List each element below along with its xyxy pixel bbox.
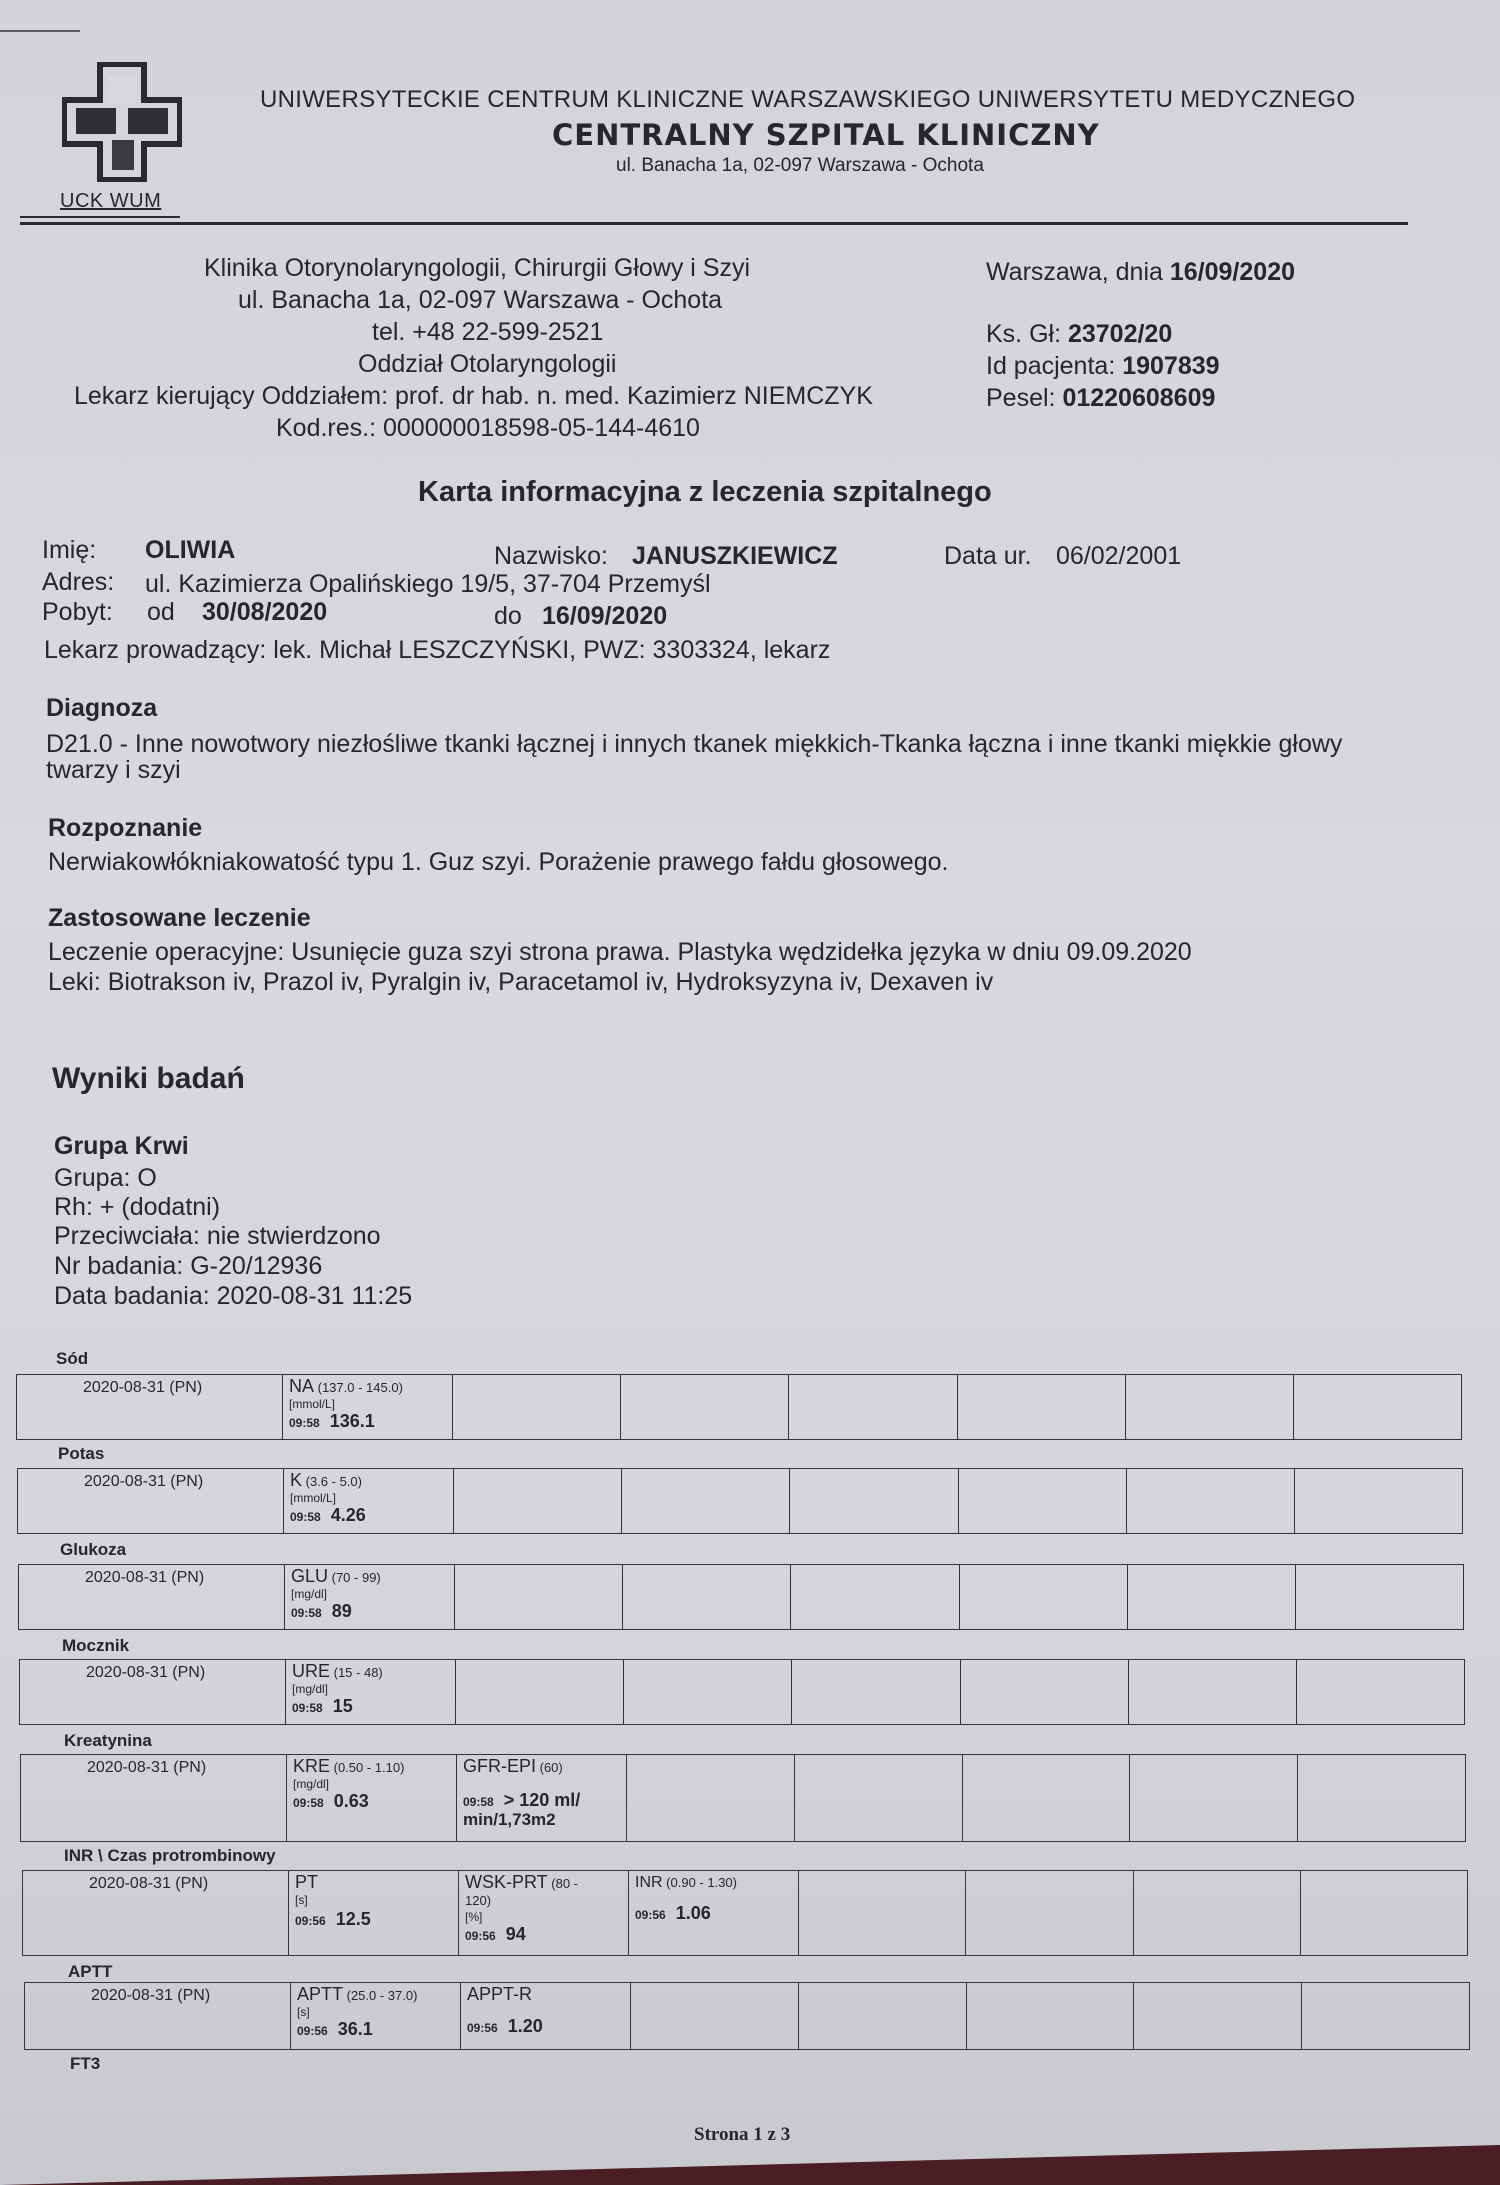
hospital-name-line1: UNIWERSYTECKIE CENTRUM KLINICZNE WARSZAWSKIEGO UNIWERSYTETU MEDYCZNEGO [260, 86, 1356, 113]
stay-label: Pobyt: [42, 598, 113, 626]
lab-label-creatinine: Kreatynina [64, 1731, 152, 1750]
first-name: OLIWIA [145, 536, 236, 564]
page-number: Strona 1 z 3 [694, 2124, 791, 2145]
stay-to: 16/09/2020 [542, 602, 668, 630]
clinic-department: Oddział Otolaryngologii [358, 350, 617, 378]
lab-row-inr [22, 1870, 1468, 1956]
results-heading: Wyniki badań [52, 1062, 245, 1095]
blood-group: Grupa: O [54, 1164, 157, 1192]
lab-test-k: K (3.6 - 5.0) [mmol/L] 09:58 4.26 [284, 1469, 454, 1533]
lab-row-urea [19, 1659, 1465, 1725]
blood-antibodies: Przeciwciała: nie stwierdzono [54, 1222, 381, 1250]
hospital-logo-icon [62, 62, 182, 182]
clinic-phone: tel. +48 22-599-2521 [372, 318, 604, 346]
diagnosis-heading: Diagnoza [46, 694, 158, 722]
lab-row-glucose [18, 1564, 1464, 1630]
treatment-heading: Zastosowane leczenie [48, 904, 311, 932]
blood-group-heading: Grupa Krwi [54, 1132, 189, 1160]
diagnosis-line1: D21.0 - Inne nowotwory niezłośliwe tkanki łącznej i innych tkanek miękkich-Tkanka łączna i inne tkanki miękkie głowy [46, 730, 1343, 758]
lab-label-ft3: FT3 [70, 2054, 101, 2073]
lab-test-aptt: APTT (25.0 - 37.0) [s] 09:56 36.1 [291, 1983, 461, 2049]
lab-test-gfr: GFR-EPI (60) 09:58 > 120 ml/ min/1,73m2 [457, 1755, 627, 1841]
birth-date: 06/02/2001 [1056, 542, 1182, 570]
lab-date: 2020-08-31 (PN) [20, 1660, 286, 1724]
clinic-code: Kod.res.: 000000018598-05-144-4610 [276, 414, 700, 442]
lab-test-appt-r: APPT-R 09:56 1.20 [461, 1983, 631, 2049]
header-divider [20, 222, 1408, 225]
lab-label-inr: INR \ Czas protrombinowy [64, 1846, 276, 1865]
clinic-address: ul. Banacha 1a, 02-097 Warszawa - Ochota [238, 286, 723, 314]
scan-background-edge [0, 2145, 1500, 2185]
stay-to-label: do [494, 602, 522, 630]
clinic-head-doctor: Lekarz kierujący Oddziałem: prof. dr hab. n. med. Kazimierz NIEMCZYK [74, 382, 873, 410]
patient-pesel: Pesel: 01220608609 [986, 384, 1216, 412]
document-meta [986, 258, 1295, 416]
last-name: JANUSZKIEWICZ [632, 542, 838, 570]
stay-from: 30/08/2020 [202, 598, 328, 626]
last-name-label: Nazwisko: [494, 542, 608, 570]
lab-date: 2020-08-31 (PN) [19, 1565, 285, 1629]
document-date: Warszawa, dnia 16/09/2020 [986, 258, 1295, 286]
lab-row-creatinine [20, 1754, 1466, 1842]
clinic-name: Klinika Otorynolaryngologii, Chirurgii Głowy i Szyi [204, 254, 751, 282]
lab-test-ure: URE (15 - 48) [mg/dl] 09:58 15 [286, 1660, 456, 1724]
treatment-line2: Leki: Biotrakson iv, Prazol iv, Pyralgin iv, Paracetamol iv, Hydroksyzyna iv, Dexaven iv [48, 968, 994, 996]
lab-date: 2020-08-31 (PN) [23, 1871, 289, 1955]
lab-date: 2020-08-31 (PN) [21, 1755, 287, 1841]
lab-date: 2020-08-31 (PN) [17, 1375, 283, 1439]
blood-rh: Rh: + (dodatni) [54, 1193, 221, 1221]
blood-test-date: Data badania: 2020-08-31 11:25 [54, 1282, 413, 1310]
lab-row-aptt [24, 1982, 1470, 2050]
document-title: Karta informacyjna z leczenia szpitalnego [418, 476, 992, 508]
blood-test-number: Nr badania: G-20/12936 [54, 1252, 323, 1280]
address: ul. Kazimierza Opalińskiego 19/5, 37-704 Przemyśl [145, 570, 711, 598]
birth-date-label: Data ur. [944, 542, 1032, 570]
diagnosis-line2: twarzy i szyi [46, 756, 181, 784]
attending-doctor: Lekarz prowadzący: lek. Michał LESZCZYŃSKI, PWZ: 3303324, lekarz [44, 636, 831, 664]
scan-mark [0, 30, 80, 32]
recognition-heading: Rozpoznanie [48, 814, 203, 842]
lab-test-kre: KRE (0.50 - 1.10) [mg/dl] 09:58 0.63 [287, 1755, 457, 1841]
patient-id: Id pacjenta: 1907839 [986, 352, 1220, 380]
address-label: Adres: [42, 568, 115, 596]
lab-test-pt: PT [s] 09:56 12.5 [289, 1871, 459, 1955]
logo-text: UCK WUM [60, 190, 162, 212]
logo-rule [20, 216, 180, 218]
recognition-text: Nerwiakowłókniakowatość typu 1. Guz szyi. Porażenie prawego fałdu głosowego. [48, 848, 949, 876]
first-name-label: Imię: [42, 536, 97, 564]
lab-label-aptt: APTT [68, 1962, 113, 1981]
treatment-line1: Leczenie operacyjne: Usunięcie guza szyi strona prawa. Plastyka wędzidełka języka w dniu 09.09.2020 [48, 938, 1192, 966]
lab-label-urea: Mocznik [62, 1636, 130, 1655]
book-number: Ks. Gł: 23702/20 [986, 320, 1173, 348]
lab-test-wsk-prt: WSK-PRT (80 - 120) [%] 09:56 94 [459, 1871, 629, 1955]
lab-date: 2020-08-31 (PN) [25, 1983, 291, 2049]
lab-test-na: NA (137.0 - 145.0) [mmol/L] 09:58 136.1 [283, 1375, 453, 1439]
lab-row-sodium [16, 1374, 1462, 1440]
hospital-address: ul. Banacha 1a, 02-097 Warszawa - Ochota [616, 155, 984, 176]
lab-label-glucose: Glukoza [60, 1540, 127, 1559]
lab-date: 2020-08-31 (PN) [18, 1469, 284, 1533]
lab-label-potassium: Potas [58, 1444, 105, 1463]
lab-row-potassium [17, 1468, 1463, 1534]
lab-test-glu: GLU (70 - 99) [mg/dl] 09:58 89 [285, 1565, 455, 1629]
lab-label-sodium: Sód [56, 1349, 89, 1368]
hospital-name-line2: CENTRALNY SZPITAL KLINICZNY [552, 118, 1100, 152]
stay-from-label: od [147, 598, 175, 626]
lab-test-inr: INR (0.90 - 1.30) 09:56 1.06 [629, 1871, 799, 1955]
